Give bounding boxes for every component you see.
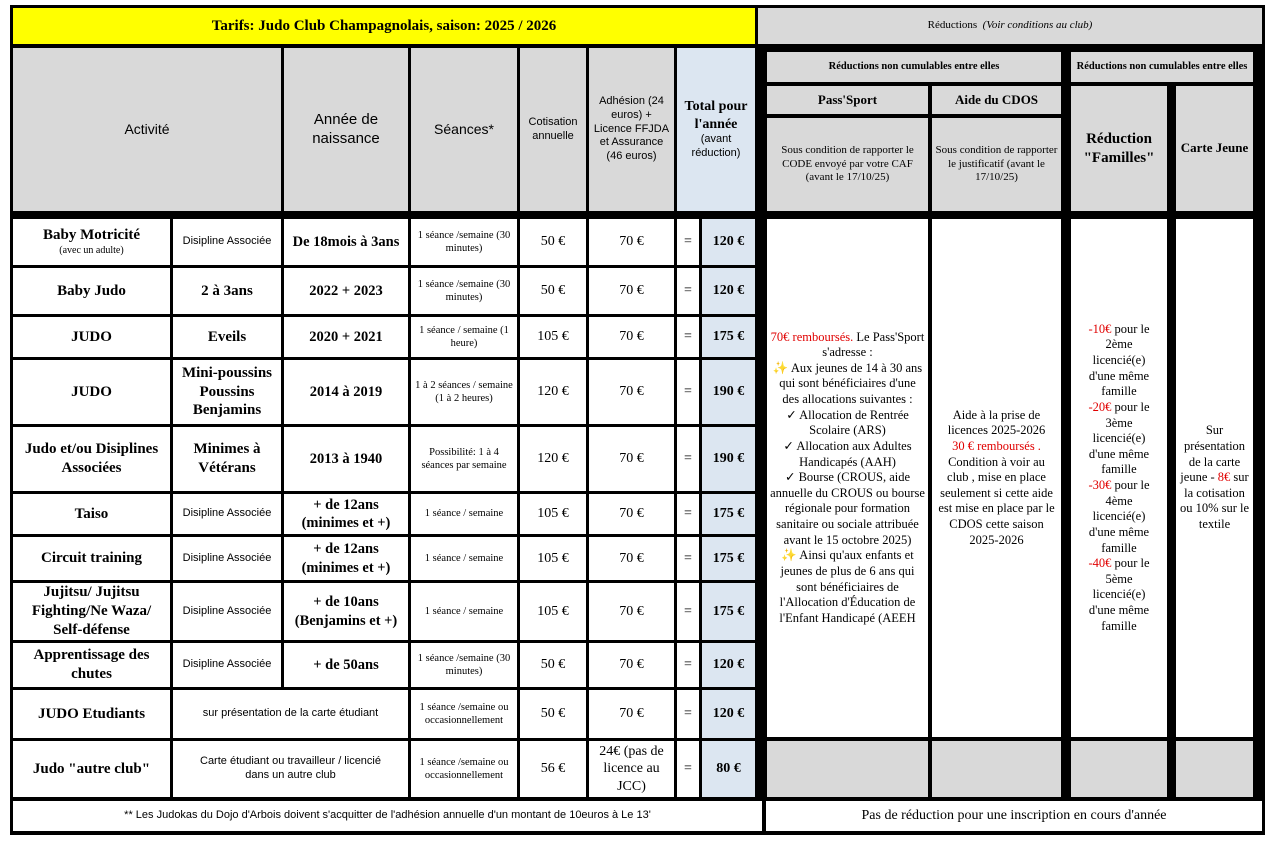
adhesion-cell: [589, 360, 674, 424]
familles-text: pour le 4ème licencié(e) d'une même famille: [1088, 478, 1150, 555]
equals-cell-text: =: [684, 706, 692, 722]
discipline-cell: [173, 583, 281, 640]
discipline-cell: [173, 317, 281, 357]
cotisation-cell-text: 105 €: [537, 329, 569, 345]
seances-cell-text: 1 séance / semaine: [424, 508, 504, 520]
seances-cell: [411, 317, 517, 357]
adhesion-cell: [589, 690, 674, 738]
discipline-cell: [173, 690, 408, 738]
discipline-cell-text: Minimes à Vétérans: [193, 441, 261, 476]
adhesion-cell: [589, 643, 674, 687]
header-annee: Année de naissance: [284, 48, 408, 211]
activity-cell: [13, 690, 170, 738]
seances-cell: [411, 360, 517, 424]
adhesion-cell-text: 70 €: [619, 329, 644, 345]
total-cell-text: 120 €: [712, 283, 745, 299]
activity-name: Apprentissage des chutes: [33, 647, 150, 682]
cotisation-cell-text: 56 €: [540, 761, 566, 777]
cotisation-cell: [520, 583, 586, 640]
equals-cell: [677, 317, 699, 357]
equals-cell-text: =: [684, 603, 692, 619]
activity-cell: [13, 643, 170, 687]
total-cell: [702, 219, 755, 265]
equals-cell-text: =: [684, 451, 692, 467]
seances-cell: [411, 643, 517, 687]
equals-cell-text: =: [684, 550, 692, 566]
familles-amount: -30€: [1088, 478, 1112, 492]
activity-name: Judo "autre club": [32, 760, 151, 777]
cotisation-cell: [520, 643, 586, 687]
cotisation-cell: [520, 494, 586, 534]
page-title: Tarifs: Judo Club Champagnolais, saison: 2025 / 2026: [13, 8, 755, 44]
adhesion-cell-text: 70 €: [619, 657, 644, 673]
activity-cell: [13, 494, 170, 534]
total-cell-text: 175 €: [712, 550, 745, 566]
header-activite: Activité: [13, 48, 281, 211]
equals-cell: [677, 741, 699, 797]
seances-cell-text: 1 séance /semaine (30 minutes): [417, 229, 511, 254]
discipline-cell-text: sur présentation de la carte étudiant: [202, 707, 379, 720]
annee-cell: [284, 219, 408, 265]
familles-item: [1079, 478, 1159, 556]
total-cell: [702, 268, 755, 314]
seances-cell: [411, 690, 517, 738]
familles-text: pour le 3ème licencié(e) d'une même famille: [1088, 399, 1150, 477]
autre-club-passsport-empty: [767, 741, 928, 797]
equals-cell-text: =: [684, 657, 692, 673]
total-cell-text: 80 €: [716, 761, 741, 777]
activity-cell: [13, 583, 170, 640]
cdos-details: Aide à la prise de licences 2025-2026 30 € remboursés . Condition à voir au club , mise en place seulement si cette aide est mise en place par le CDOS cette saison 2025-2026: [932, 219, 1061, 737]
activity-name: JUDO Etudiants: [37, 705, 146, 722]
passsport-details: 70€ remboursés. Le Pass'Sport s'adresse : ✨ Aux jeunes de 14 à 30 ans qui sont bénéficiaires d'une des allocations suivantes : ✓ Allocation de Rentrée Scolaire (ARS) ✓ Allocation aux Adultes Handicapés (AAH) ✓ Bourse (CROUS, aide annuelle du CROUS ou bourse régionale pour formation sanitaire ou sociale attribuée avant le 15 octobre 2025) ✨ Ainsi qu'aux enfants et jeunes de plus de 6 ans qui sont bénéficiaires de l'Allocation d'Éducation de l'Enfant Handicapé (AEEH: [767, 219, 928, 737]
total-cell: [702, 690, 755, 738]
equals-cell-text: =: [684, 283, 692, 299]
annee-cell: [284, 268, 408, 314]
total-cell-text: 120 €: [712, 657, 745, 673]
seances-cell-text: 1 séance /semaine ou occasionnellement: [419, 701, 509, 726]
adhesion-cell: [589, 268, 674, 314]
total-cell-text: 175 €: [712, 603, 745, 619]
discipline-cell: [173, 360, 281, 424]
seances-cell: [411, 494, 517, 534]
header-red-group2: Réductions non cumulables entre elles: [1071, 52, 1253, 82]
autre-club-cdos-empty: [932, 741, 1061, 797]
seances-cell: [411, 537, 517, 580]
annee-cell: [284, 427, 408, 491]
passsport-condition: Sous condition de rapporter le CODE envoyé par votre CAF (avant le 17/10/25): [767, 118, 928, 211]
familles-item: [1079, 322, 1159, 400]
header-passsport: Pass'Sport: [767, 86, 928, 114]
autre-club-carte-jeune-empty: [1176, 741, 1253, 797]
annee-cell-text: De 18mois à 3ans: [292, 233, 400, 250]
total-cell-text: 120 €: [712, 706, 745, 722]
seances-cell-text: Possibilité: 1 à 4 séances par semaine: [421, 446, 507, 471]
total-cell: [702, 741, 755, 797]
discipline-cell: [173, 427, 281, 491]
discipline-cell-text: Disipline Associée: [182, 604, 272, 617]
cotisation-cell-text: 50 €: [540, 234, 566, 250]
familles-amount: -40€: [1088, 556, 1112, 571]
adhesion-cell-text: 70 €: [619, 506, 644, 522]
cotisation-cell: [520, 690, 586, 738]
adhesion-cell-text: 70 €: [619, 706, 644, 722]
annee-cell-text: + de 10ans (Benjamins et +): [294, 594, 398, 629]
discipline-cell: [173, 643, 281, 687]
cotisation-cell-text: 105 €: [537, 603, 569, 619]
discipline-cell: [173, 537, 281, 580]
reductions-title: Réductions (Voir conditions au club): [758, 8, 1262, 44]
seances-cell-text: 1 à 2 séances / semaine (1 à 2 heures): [415, 379, 513, 404]
annee-cell-text: + de 12ans (minimes et +): [301, 496, 391, 531]
adhesion-cell-text: 70 €: [619, 451, 644, 467]
activity-cell: [13, 427, 170, 491]
activity-name: JUDO: [71, 328, 112, 345]
header-red-group1: Réductions non cumulables entre elles: [767, 52, 1061, 82]
annee-cell-text: 2013 à 1940: [309, 450, 383, 467]
adhesion-cell: [589, 583, 674, 640]
cotisation-cell: [520, 317, 586, 357]
header-cdos: Aide du CDOS: [932, 86, 1061, 114]
total-cell-text: 190 €: [712, 384, 745, 400]
total-cell: [702, 360, 755, 424]
familles-item: [1079, 400, 1159, 478]
annee-cell-text: + de 12ans (minimes et +): [301, 541, 391, 576]
activity-cell: [13, 360, 170, 424]
activity-name: Baby Motricité: [42, 227, 141, 244]
equals-cell-text: =: [684, 384, 692, 400]
discipline-cell-text: 2 à 3ans: [201, 282, 253, 299]
adhesion-cell: [589, 219, 674, 265]
activity-name: JUDO: [71, 383, 112, 400]
cotisation-cell: [520, 219, 586, 265]
discipline-cell-text: Mini-poussins Poussins Benjamins: [181, 364, 273, 419]
cotisation-cell: [520, 268, 586, 314]
activity-cell: [13, 741, 170, 797]
adhesion-cell: [589, 427, 674, 491]
adhesion-cell-text: 70 €: [619, 603, 644, 619]
header-carte-jeune: Carte Jeune: [1176, 86, 1253, 211]
annee-cell: [284, 643, 408, 687]
equals-cell-text: =: [684, 329, 692, 345]
discipline-cell-text: Disipline Associée: [182, 235, 272, 248]
familles-details: [1071, 219, 1167, 737]
annee-cell: [284, 494, 408, 534]
discipline-cell-text: Disipline Associée: [182, 551, 272, 564]
annee-cell: [284, 317, 408, 357]
total-cell: [702, 643, 755, 687]
discipline-cell: [173, 268, 281, 314]
equals-cell: [677, 427, 699, 491]
header-familles: Réduction "Familles": [1071, 86, 1167, 211]
familles-text: pour le 5ème licencié(e) d'une même famille: [1088, 556, 1150, 633]
seances-cell-text: 1 séance /semaine ou occasionnellement: [419, 756, 509, 781]
annee-cell-text: + de 50ans: [313, 656, 379, 673]
total-cell-text: 175 €: [712, 329, 745, 345]
annee-cell: [284, 583, 408, 640]
total-cell: [702, 494, 755, 534]
cotisation-cell: [520, 741, 586, 797]
equals-cell: [677, 360, 699, 424]
total-cell-text: 120 €: [712, 234, 745, 250]
discipline-cell-text: Disipline Associée: [182, 658, 272, 671]
total-cell: [702, 317, 755, 357]
activity-name: Circuit training: [41, 550, 142, 567]
adhesion-cell-text: 70 €: [619, 384, 644, 400]
discipline-cell: [173, 219, 281, 265]
annee-cell-text: 2014 à 2019: [309, 383, 383, 400]
seances-cell-text: 1 séance / semaine (1 heure): [419, 324, 509, 349]
adhesion-cell: [589, 741, 674, 797]
activity-sub: (avec un adulte): [59, 245, 124, 257]
seances-cell: [411, 219, 517, 265]
seances-cell-text: 1 séance /semaine (30 minutes): [417, 278, 511, 303]
activity-cell: [13, 317, 170, 357]
header-cotisation: Cotisation annuelle: [520, 48, 586, 211]
equals-cell-text: =: [684, 761, 692, 777]
annee-cell: [284, 360, 408, 424]
total-cell: [702, 537, 755, 580]
header-seances: Séances*: [411, 48, 517, 211]
adhesion-cell: [589, 537, 674, 580]
cotisation-cell-text: 105 €: [537, 506, 569, 522]
seances-cell-text: 1 séance / semaine: [424, 605, 504, 617]
discipline-cell-text: Disipline Associée: [182, 507, 272, 520]
activity-name: Baby Judo: [57, 282, 126, 299]
seances-cell: [411, 741, 517, 797]
cotisation-cell-text: 105 €: [537, 550, 569, 566]
equals-cell: [677, 643, 699, 687]
equals-cell: [677, 219, 699, 265]
discipline-cell-text: Carte étudiant ou travailleur / licencié dans un autre club: [200, 755, 381, 781]
carte-jeune-details: Sur présentation de la carte jeune - 8€ sur la cotisation ou 10% sur le textile: [1176, 219, 1253, 737]
header-total: Total pour l'année (avant réduction): [677, 48, 755, 211]
equals-cell: [677, 537, 699, 580]
discipline-cell: [173, 494, 281, 534]
adhesion-cell-text: 70 €: [619, 234, 644, 250]
equals-cell: [677, 494, 699, 534]
cotisation-cell-text: 120 €: [537, 384, 569, 400]
seances-cell-text: 1 séance / semaine: [424, 552, 504, 564]
annee-cell-text: 2020 + 2021: [309, 328, 383, 345]
familles-amount: -20€: [1088, 399, 1112, 414]
total-cell: [702, 427, 755, 491]
activity-name: Taiso: [74, 505, 109, 522]
cotisation-cell: [520, 427, 586, 491]
annee-cell-text: 2022 + 2023: [309, 282, 383, 299]
cotisation-cell-text: 50 €: [540, 283, 566, 299]
discipline-cell-text: Eveils: [207, 328, 247, 345]
familles-amount: -10€: [1088, 321, 1112, 336]
autre-club-familles-empty: [1071, 741, 1167, 797]
footer-no-reduction: Pas de réduction pour une inscription en cours d'année: [766, 801, 1262, 831]
cdos-condition: Sous condition de rapporter le justificatif (avant le 17/10/25): [932, 118, 1061, 211]
total-cell-text: 175 €: [712, 506, 745, 522]
adhesion-cell-text: 24€ (pas de licence au JCC): [599, 743, 664, 794]
cotisation-cell-text: 50 €: [540, 706, 566, 722]
total-cell: [702, 583, 755, 640]
seances-cell-text: 1 séance /semaine (30 minutes): [417, 652, 511, 677]
equals-cell: [677, 583, 699, 640]
seances-cell: [411, 583, 517, 640]
activity-cell: [13, 268, 170, 314]
cotisation-cell: [520, 537, 586, 580]
activity-name: Judo et/ou Disiplines Associées: [24, 441, 159, 476]
adhesion-cell-text: 70 €: [619, 283, 644, 299]
activity-cell: [13, 219, 170, 265]
cotisation-cell-text: 120 €: [537, 451, 569, 467]
header-adhesion: Adhésion (24 euros) + Licence FFJDA et Assurance (46 euros): [589, 48, 674, 211]
seances-cell: [411, 268, 517, 314]
activity-cell: [13, 537, 170, 580]
familles-text: pour le 2ème licencié(e) d'une même famille: [1088, 321, 1150, 399]
cotisation-cell-text: 50 €: [540, 657, 566, 673]
equals-cell: [677, 690, 699, 738]
discipline-cell: [173, 741, 408, 797]
activity-name: Jujitsu/ Jujitsu Fighting/Ne Waza/ Self-défense: [31, 584, 152, 638]
adhesion-cell: [589, 317, 674, 357]
familles-item: [1079, 556, 1159, 634]
equals-cell-text: =: [684, 234, 692, 250]
footer-note: ** Les Judokas du Dojo d'Arbois doivent s'acquitter de l'adhésion annuelle d'un montant de 10euros à Le 13': [13, 801, 762, 831]
equals-cell-text: =: [684, 506, 692, 522]
total-cell-text: 190 €: [712, 451, 745, 467]
equals-cell: [677, 268, 699, 314]
seances-cell: [411, 427, 517, 491]
cotisation-cell: [520, 360, 586, 424]
annee-cell: [284, 537, 408, 580]
adhesion-cell-text: 70 €: [619, 550, 644, 566]
adhesion-cell: [589, 494, 674, 534]
